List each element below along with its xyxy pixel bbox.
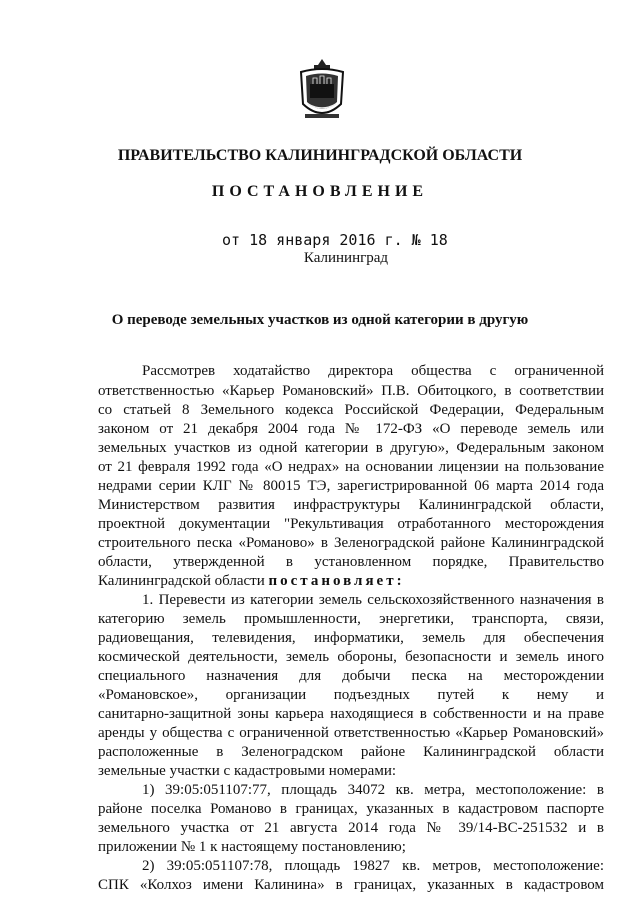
body-line: космической деятельности, земель обороны, безопасности и земель иного — [98, 649, 604, 665]
body-line: Рассмотрев ходатайство директора общества с ограниченной — [142, 363, 604, 379]
body-line: аренды у общества с ограниченной ответственностью «Карьер Романовский» — [98, 725, 604, 741]
body-line: проектной документации "Рекультивация отработанного месторождения — [98, 516, 604, 532]
body-line: законом от 21 декабря 2004 года № 172-ФЗ «О переводе земель или — [98, 421, 604, 437]
document-date: 18 января 2016 — [249, 231, 376, 249]
body-line: ответственностью «Карьер Романовский» П.В. Обитоцкого, в соответствии — [98, 383, 604, 399]
body-line: строительного песка «Романово» в Зеленоградской районе Калининградской — [98, 535, 604, 551]
date-line — [222, 231, 448, 249]
body-line: специального назначения для добычи песка на месторождении — [98, 668, 604, 684]
body-line: Министерством развития инфраструктуры Калининградской области, — [98, 497, 604, 513]
government-name: ПРАВИТЕЛЬСТВО КАЛИНИНГРАДСКОЙ ОБЛАСТИ — [117, 147, 523, 164]
decree-word: постановляет: — [268, 573, 405, 589]
body-line — [98, 573, 604, 589]
coat-of-arms-emblem — [297, 56, 347, 126]
body-line: 1. Перевести из категории земель сельскохозяйственного назначения в — [142, 592, 604, 608]
body-line: земельные участки с кадастровыми номерами: — [98, 763, 397, 779]
body-line: «Романовское», организации подъездных путей к нему и — [98, 687, 604, 703]
body-line: расположенные в Зеленоградском районе Калининградской области — [98, 744, 604, 760]
city: Калининград — [303, 250, 389, 266]
body-line: санитарно-защитной зоны карьера находящиеся в собственности и на праве — [98, 706, 604, 722]
body-line: земельных участков из одной категории в другую», Федеральным законом — [98, 440, 604, 456]
document-type: ПОСТАНОВЛЕНИЕ — [211, 183, 429, 200]
body-line: приложении № 1 к настоящему постановлению; — [98, 839, 406, 855]
body-line: со статьей 8 Земельного кодекса Российской Федерации, Федеральным — [98, 402, 604, 418]
body-line: земельного участка от 21 августа 2014 года № 39/14-ВС-251532 и в — [98, 820, 604, 836]
body-line: 1) 39:05:051107:77, площадь 34072 кв. метра, местоположение: в — [142, 782, 604, 798]
date-suffix: г. — [384, 231, 403, 249]
body-line: 2) 39:05:051107:78, площадь 19827 кв. метров, местоположение: — [142, 858, 604, 874]
body-line: СПК «Колхоз имени Калинина» в границах, указанных в кадастровом — [98, 877, 604, 893]
body-line: от 21 февраля 1992 года «О недрах» на основании лицензии на пользование — [98, 459, 604, 475]
document-title: О переводе земельных участков из одной категории в другую — [111, 312, 529, 328]
body-line-text: Калининградской области — [98, 573, 265, 589]
number-sign: № — [411, 231, 421, 249]
body-line: недрами серии КЛГ № 80015 ТЭ, зарегистрированной 06 марта 2014 года — [98, 478, 604, 494]
body-line: категорию земель промышленности, энергетики, транспорта, связи, — [98, 611, 604, 627]
body-line: районе поселка Романово в границах, указанных в кадастровом паспорте — [98, 801, 604, 817]
date-prefix: от — [222, 231, 241, 249]
document-number: 18 — [429, 231, 448, 249]
body-line: радиовещания, телевидения, информатики, земель для обеспечения — [98, 630, 604, 646]
body-line: области, утвержденной в установленном порядке, Правительство — [98, 554, 604, 570]
